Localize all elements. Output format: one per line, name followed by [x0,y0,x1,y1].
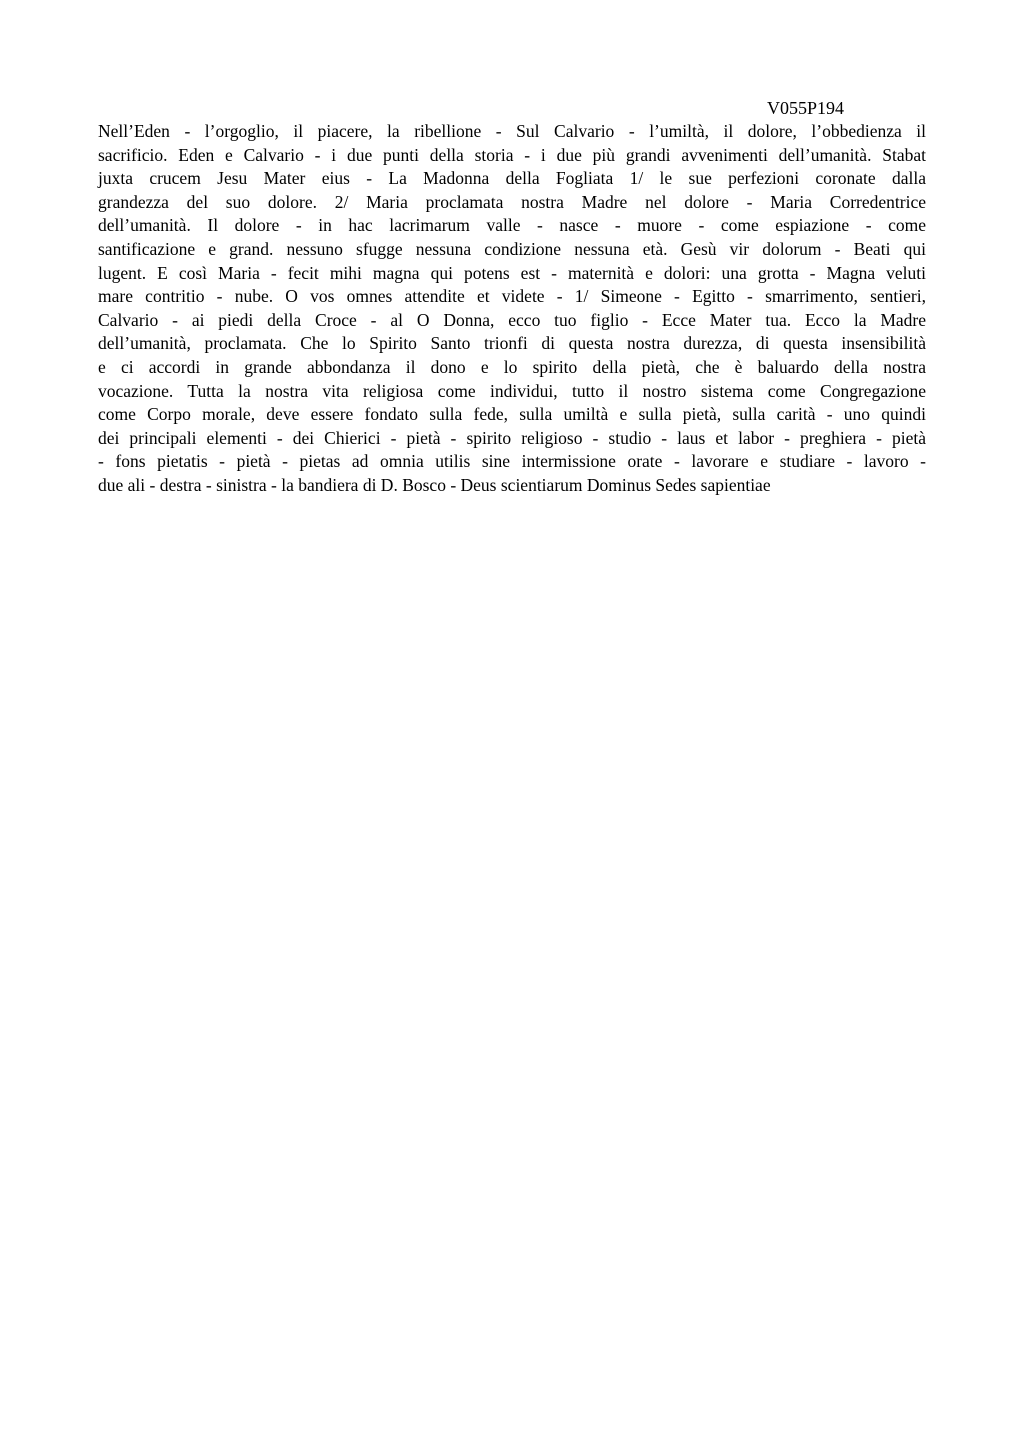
text-line: santificazione e grand. nessuno sfugge nessuna condizione nessuna età. Gesù vir dolorum - Beati qui [98,238,926,259]
text-line: e ci accordi in grande abbondanza il dono e lo spirito della pietà, che è baluardo della nostra [98,356,926,377]
page-identifier: V055P194 [767,98,845,118]
text-line: vocazione. Tutta la nostra vita religiosa come individui, tutto il nostro sistema come Congregazione [98,380,926,401]
text-line: dei principali elementi - dei Chierici - pietà - spirito religioso - studio - laus et labor - preghiera - pietà [98,427,926,448]
body-paragraph [98,120,926,498]
text-line: Nell’Eden - l’orgoglio, il piacere, la ribellione - Sul Calvario - l’umiltà, il dolore, l’obbedienza il [98,121,926,141]
text-line: grandezza del suo dolore. 2/ Maria proclamata nostra Madre nel dolore - Maria Corredentrice [98,191,926,212]
text-line: juxta crucem Jesu Mater eius - La Madonna della Fogliata 1/ le sue perfezioni coronate dalla [98,168,926,189]
text-line: Calvario - ai piedi della Croce - al O Donna, ecco tuo figlio - Ecce Mater tua. Ecco la Madre [98,309,926,330]
text-line: due ali - destra - sinistra - la bandiera di D. Bosco - Deus scientiarum Dominus Sedes sapientiae [98,474,771,495]
text-line: sacrificio. Eden e Calvario - i due punti della storia - i due più grandi avvenimenti dell’umanità. Stabat [98,144,926,165]
text-line: - fons pietatis - pietà - pietas ad omnia utilis sine intermissione orate - lavorare e studiare - lavoro - [98,451,926,472]
text-line: dell’umanità, proclamata. Che lo Spirito Santo trionfi di questa nostra durezza, di questa insensibilità [98,333,926,354]
text-line: dell’umanità. Il dolore - in hac lacrimarum valle - nasce - muore - come espiazione - come [98,215,926,236]
text-line: lugent. E così Maria - fecit mihi magna qui potens est - maternità e dolori: una grotta - Magna veluti [98,262,926,283]
text-line: come Corpo morale, deve essere fondato sulla fede, sulla umiltà e sulla pietà, sulla carità - uno quindi [98,404,926,425]
text-line: mare contritio - nube. O vos omnes attendite et videte - 1/ Simeone - Egitto - smarrimento, sentieri, [98,286,926,307]
